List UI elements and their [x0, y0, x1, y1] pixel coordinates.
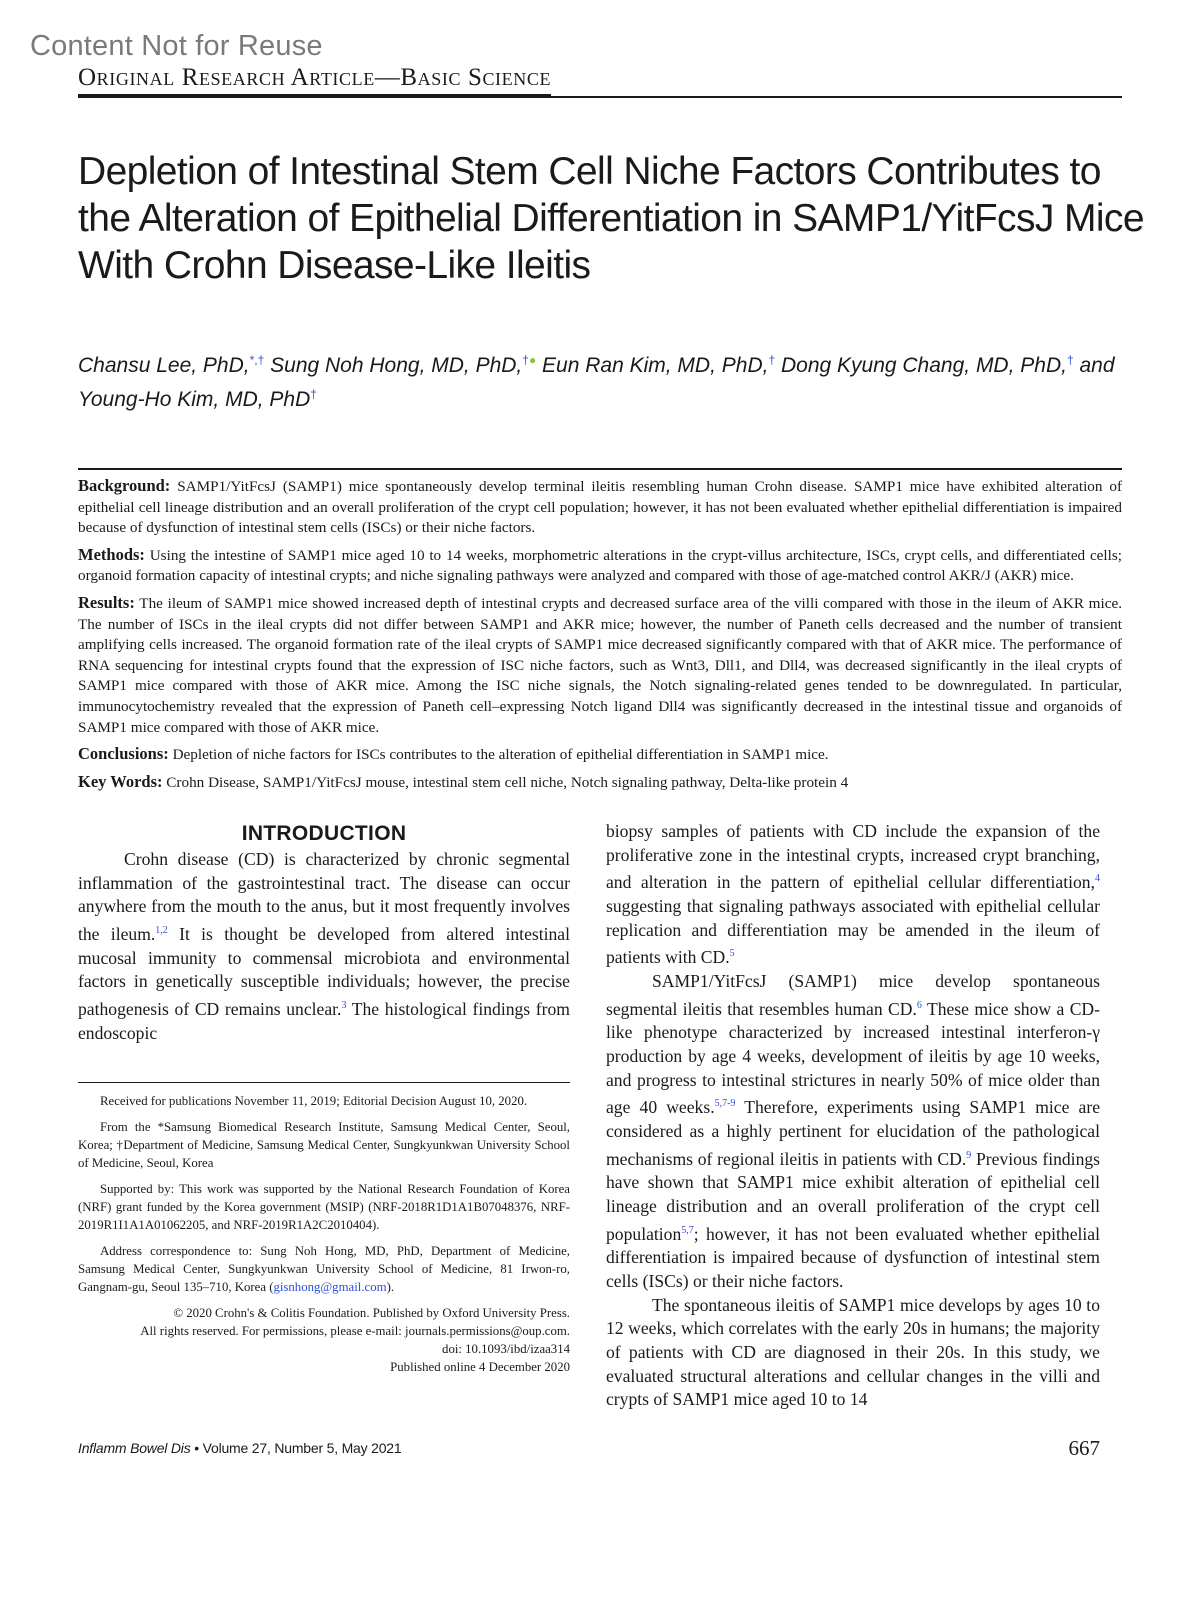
abstract-label: Background: [78, 476, 171, 495]
page-number: 667 [1068, 1436, 1100, 1460]
body-text: Crohn disease (CD) is characterized by chronic segmental inflammation of the gastrointestinal tract. The disease can occur anywhere from the mouth to the anus, but it most frequently involves the ileum. [78, 849, 570, 944]
header-rule [78, 96, 1122, 98]
citation-link[interactable]: 6 [916, 999, 922, 1011]
body-text: It is thought be developed from altered intestinal mucosal immunity to commensal microbiota and environmental factors in genetically susceptible individuals; however, the precise pathogenesis of CD remains unclear. [78, 923, 570, 1019]
citation-link[interactable]: 3 [341, 1000, 347, 1012]
title-line: the Alteration of Epithelial Differentiation in SAMP1/YitFcsJ Mice [78, 197, 1144, 240]
title-line: With Crohn Disease-Like Ileitis [78, 244, 591, 287]
abstract-label: Results: [78, 592, 135, 612]
citation-link[interactable]: 9 [966, 1149, 972, 1161]
footnote-text: Address correspondence to: Sung Noh Hong, MD, PhD, Department of Medicine, Samsung Medical Center, Sungkyunkwan University School of Medicine, 81 Irwon-ro, Gangnam-gu, Seoul 135–710, Korea ( [78, 1244, 570, 1294]
article-title [78, 148, 1144, 289]
footnote-text: ). [386, 1280, 395, 1294]
author-name: Dong Kyung Chang, MD, PhD, [775, 354, 1067, 377]
journal-name: Inflamm Bowel Dis [78, 1440, 191, 1456]
author-conjunction: and [1073, 354, 1115, 377]
abstract-label: Conclusions: [78, 744, 169, 764]
abstract-text: Crohn Disease, SAMP1/YitFcsJ mouse, intestinal stem cell niche, Notch signaling pathway, Delta-like protein 4 [166, 773, 849, 791]
affiliation-marker[interactable]: † [768, 353, 776, 367]
title-line: Depletion of Intestinal Stem Cell Niche Factors Contributes to [78, 150, 1101, 193]
footnote-rule [78, 1082, 570, 1083]
body-text: The histological findings from endoscopic [78, 998, 570, 1043]
footnote-funding: Supported by: This work was supported by the National Research Foundation of Korea (NRF) grant funded by the Korea government (MSIP) (NRF-2018R1D1A1B07048376, NRF-2019R1I1A1A01062205, and NRF-2019R1A2C2010404). [78, 1182, 570, 1232]
section-header [78, 64, 551, 92]
author-name: Chansu Lee, PhD, [78, 354, 250, 377]
citation-link[interactable]: 5 [729, 948, 735, 960]
footnote-correspondence [78, 1242, 570, 1296]
citation-link[interactable]: 5,7-9 [714, 1098, 736, 1110]
author-name: Eun Ran Kim, MD, PhD, [536, 354, 769, 377]
copyright-line: © 2020 Crohn's & Colitis Foundation. Published by Oxford University Press. [173, 1306, 570, 1320]
abstract-keywords [78, 772, 1122, 794]
body-text: ; however, it has not been evaluated whether epithelial differentiation is impaired because of dysfunction of intestinal stem cells (ISCs) or their niche factors. [606, 1223, 1100, 1291]
footnote-affiliations: From the *Samsung Biomedical Research Institute, Samsung Medical Center, Seoul, Korea; †Department of Medicine, Samsung Medical Center, Sungkyunkwan University School of Medicine, Seoul, Korea [78, 1120, 570, 1170]
watermark: Content Not for Reuse [30, 30, 323, 62]
journal-footer [78, 1440, 401, 1456]
author-name: Sung Noh Hong, MD, PhD, [264, 354, 523, 377]
body-paragraph [606, 820, 1100, 970]
author-list [78, 346, 1128, 414]
abstract [78, 476, 1122, 799]
body-text: SAMP1/YitFcsJ (SAMP1) mice develop spontaneous segmental ileitis that resembles human CD. [606, 970, 1100, 1019]
abstract-background [78, 476, 1122, 539]
body-paragraph [606, 970, 1100, 1294]
citation-link[interactable]: 4 [1095, 873, 1100, 885]
author-name: Young-Ho Kim, MD, PhD [78, 388, 311, 411]
published-date: Published online 4 December 2020 [390, 1360, 570, 1374]
abstract-text: SAMP1/YitFcsJ (SAMP1) mice spontaneously develop terminal ileitis resembling human Crohn disease. SAMP1 mice have exhibited alteration of epithelial cell lineage distribution and an overall proliferation of the crypt cell population; however, it has not been evaluated whether epithelial differentiation is impaired because of dysfunction of intestinal stem cells (ISCs) or their niche factors. [78, 478, 1123, 537]
body-text: Previous findings have shown that SAMP1 mice exhibit alteration of epithelial cell lineage distribution and an overall proliferation of the crypt cell population [606, 1148, 1101, 1244]
copyright-line: All rights reserved. For permissions, please e-mail: journals.permissions@oup.com. [140, 1324, 570, 1338]
author-line-1 [78, 346, 1128, 380]
section-header-text: Original Research Article—Basic Science [78, 64, 552, 91]
orcid-icon[interactable]: ● [528, 353, 537, 367]
body-text: Therefore, experiments using SAMP1 mice are considered as a highly pertinent for elucidation of the pathological mechanisms of regional ileitis in patients with CD. [606, 1097, 1100, 1169]
footnotes [78, 1092, 570, 1376]
abstract-conclusions [78, 744, 1122, 766]
abstract-text: Depletion of niche factors for ISCs contributes to the alteration of epithelial differentiation in SAMP1 mice. [172, 746, 829, 764]
affiliation-marker[interactable]: † [522, 353, 529, 367]
affiliation-marker[interactable]: † [310, 387, 317, 401]
author-line-2 [78, 380, 1128, 414]
abstract-methods [78, 545, 1122, 587]
right-column-body [606, 820, 1100, 1412]
journal-issue: • Volume 27, Number 5, May 2021 [190, 1440, 402, 1456]
abstract-label: Methods: [78, 544, 145, 564]
introduction-heading: INTRODUCTION [241, 822, 407, 845]
footnote-received: Received for publications November 11, 2019; Editorial Decision August 10, 2020. [100, 1094, 528, 1108]
email-link[interactable]: gisnhong@gmail.com [273, 1280, 387, 1294]
citation-link[interactable]: 5,7 [681, 1224, 694, 1236]
citation-link[interactable]: 1,2 [155, 925, 168, 937]
body-text: biopsy samples of patients with CD include the expansion of the proliferative zone in the intestinal crypts, increased crypt branching, and alteration in the pattern of epithelial cellular differentiation, [606, 821, 1100, 893]
body-text: suggesting that signaling pathways associated with epithelial cellular replication and differentiation may be amended in the ileum of patients with CD. [606, 895, 1100, 968]
abstract-rule [78, 468, 1122, 470]
abstract-text: Using the intestine of SAMP1 mice aged 10 to 14 weeks, morphometric alterations in the crypt-villus architecture, ISCs, crypt cells, and differentiated cells; organoid formation capacity of intestinal crypts; and niche signaling pathways were analyzed and compared with those of age-matched control AKR/J (AKR) mice. [78, 546, 1122, 585]
affiliation-marker[interactable]: *,† [249, 353, 265, 367]
body-paragraph: The spontaneous ileitis of SAMP1 mice develops by ages 10 to 12 weeks, which correlates with the early 20s in humans; the majority of patients with CD are diagnosed in their 20s. In this study, we evaluated structural alterations and cellular changes in the villi and crypts of SAMP1 mice aged 10 to 14 [606, 1294, 1100, 1410]
affiliation-marker[interactable]: † [1066, 353, 1074, 367]
body-paragraph [78, 848, 570, 1045]
abstract-text: The ileum of SAMP1 mice showed increased depth of intestinal crypts and decreased surface area of the villi compared with those in the ileum of AKR mice. The number of ISCs in the ileal crypts did not differ between SAMP1 and AKR mice; however, the number of Paneth cells decreased and the number of transient amplifying cells increased. The organoid formation rate of the ileal crypts of SAMP1 mice decreased significantly compared with that of AKR mice. The performance of RNA sequencing for intestinal crypts found that the expression of ISC niche factors, such as Wnt3, Dll1, and Dll4, was decreased significantly in the ileal crypts of SAMP1 mice compared with those of AKR mice. Among the ISC niche signals, the Notch signaling-related genes tended to be downregulated. In particular, immunocytochemistry revealed that the expression of Paneth cell–expressing Notch ligand Dll4 was significantly decreased in the intestinal tissue and organoids of SAMP1 mice compared with those of AKR mice. [78, 594, 1122, 736]
left-column-body [78, 848, 570, 1045]
doi: doi: 10.1093/ibd/izaa314 [442, 1342, 570, 1356]
abstract-label: Key Words: [78, 771, 163, 791]
abstract-results [78, 593, 1122, 738]
body-text: These mice show a CD-like phenotype characterized by increased intestinal interferon-γ production by age 4 weeks, development of ileitis by age 10 weeks, and progress to intestinal strictures in nearly 50% of mice older than age 40 weeks. [606, 998, 1100, 1118]
